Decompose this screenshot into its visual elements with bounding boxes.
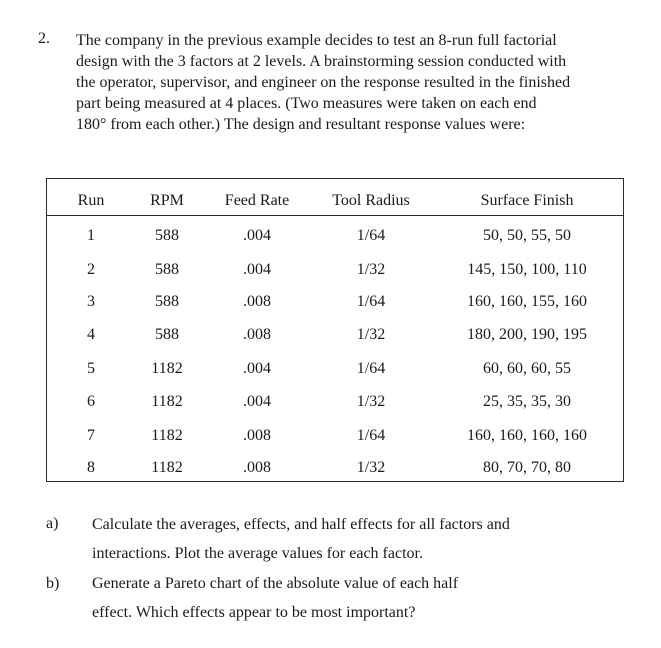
cell-rpm: 588	[155, 326, 179, 343]
cell-feed-rate: .008	[243, 427, 271, 444]
cell-feed-rate: .004	[243, 261, 271, 278]
part-b-text	[92, 569, 458, 627]
cell-tool-radius: 1/64	[356, 360, 386, 377]
cell-tool-radius: 1/32	[356, 393, 386, 410]
part-a-line: interactions. Plot the average values for each factor.	[92, 545, 423, 562]
cell-surface-finish: 60, 60, 60, 55	[483, 360, 571, 377]
cell-feed-rate: .008	[243, 459, 271, 476]
cell-run: 7	[87, 427, 95, 444]
problem-intro	[76, 30, 624, 135]
cell-surface-finish: 50, 50, 55, 50	[483, 227, 571, 244]
cell-feed-rate: .008	[243, 293, 271, 310]
cell-run: 3	[87, 293, 95, 310]
cell-rpm: 1182	[151, 360, 183, 377]
header-surface-finish: Surface Finish	[480, 192, 574, 209]
cell-surface-finish: 160, 160, 160, 160	[467, 427, 587, 444]
intro-line: part being measured at 4 places. (Two measures were taken on each end	[76, 95, 537, 112]
cell-rpm: 588	[155, 293, 179, 310]
cell-tool-radius: 1/64	[356, 427, 386, 444]
header-rule	[47, 215, 623, 216]
intro-line: 180° from each other.) The design and resultant response values were:	[76, 116, 526, 133]
cell-tool-radius: 1/32	[356, 326, 386, 343]
part-b-line: Generate a Pareto chart of the absolute value of each half	[92, 575, 459, 592]
cell-rpm: 1182	[151, 459, 183, 476]
cell-run: 8	[87, 459, 95, 476]
part-a-label: a)	[46, 515, 59, 532]
part-a-text	[92, 510, 510, 568]
cell-feed-rate: .004	[243, 360, 271, 377]
problem-number: 2.	[38, 30, 50, 47]
part-b-line: effect. Which effects appear to be most important?	[92, 604, 416, 621]
part-a-line: Calculate the averages, effects, and half effects for all factors and	[92, 516, 510, 533]
cell-surface-finish: 160, 160, 155, 160	[467, 293, 587, 310]
cell-rpm: 588	[155, 227, 179, 244]
header-feed-rate: Feed Rate	[224, 192, 290, 209]
cell-run: 5	[87, 360, 95, 377]
cell-run: 2	[87, 261, 95, 278]
header-tool-radius: Tool Radius	[332, 192, 410, 209]
cell-surface-finish: 180, 200, 190, 195	[467, 326, 587, 343]
cell-run: 6	[87, 393, 95, 410]
cell-feed-rate: .008	[243, 326, 271, 343]
intro-line: the operator, supervisor, and engineer on the response resulted in the finished	[76, 74, 571, 91]
header-run: Run	[77, 192, 105, 209]
cell-rpm: 1182	[151, 427, 183, 444]
intro-line: design with the 3 factors at 2 levels. A brainstorming session conducted with	[76, 53, 567, 70]
cell-tool-radius: 1/64	[356, 227, 386, 244]
cell-tool-radius: 1/32	[356, 459, 386, 476]
intro-line: The company in the previous example decides to test an 8-run full factorial	[76, 32, 557, 49]
cell-rpm: 588	[155, 261, 179, 278]
cell-surface-finish: 25, 35, 35, 30	[483, 393, 571, 410]
cell-surface-finish: 145, 150, 100, 110	[467, 261, 587, 278]
cell-tool-radius: 1/64	[356, 293, 386, 310]
design-table	[46, 178, 624, 482]
cell-surface-finish: 80, 70, 70, 80	[483, 459, 571, 476]
cell-run: 1	[87, 227, 95, 244]
cell-tool-radius: 1/32	[356, 261, 386, 278]
header-rpm: RPM	[150, 192, 184, 209]
cell-feed-rate: .004	[243, 393, 271, 410]
cell-feed-rate: .004	[243, 227, 271, 244]
cell-rpm: 1182	[151, 393, 183, 410]
cell-run: 4	[87, 326, 95, 343]
part-b-label: b)	[46, 575, 60, 592]
